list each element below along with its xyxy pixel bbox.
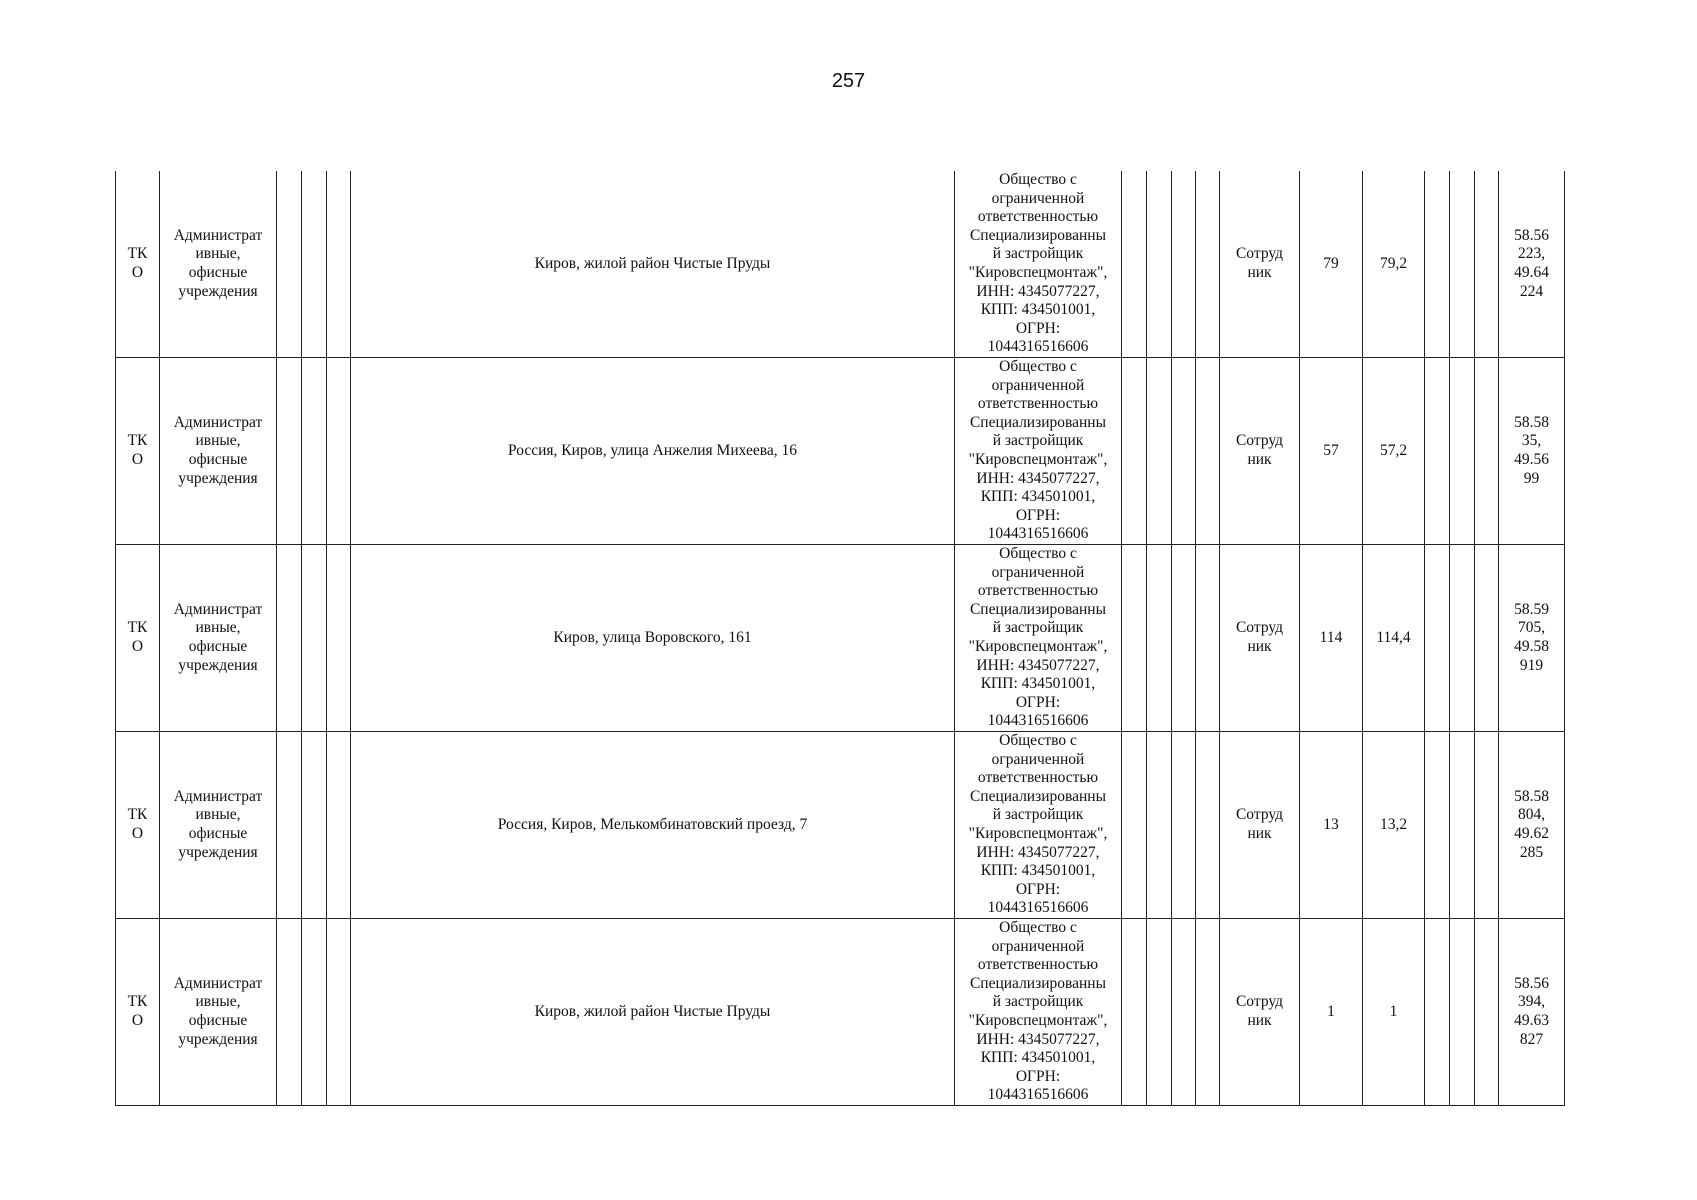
waste-type-line: ТК bbox=[127, 619, 148, 637]
coordinates-line: 827 bbox=[1519, 1030, 1544, 1048]
empty-cell bbox=[1196, 919, 1220, 1106]
coordinates-cell bbox=[1499, 732, 1565, 919]
owner-line: 1044316516606 bbox=[987, 338, 1089, 356]
empty-cell bbox=[1196, 358, 1220, 545]
coordinates-cell bbox=[1499, 919, 1565, 1106]
category-line: Администрат bbox=[173, 226, 263, 244]
owner-line: й застройщик bbox=[992, 619, 1084, 637]
empty-cell bbox=[1475, 919, 1499, 1106]
owner-line: Специализированны bbox=[969, 226, 1107, 244]
owner-line: Специализированны bbox=[969, 787, 1107, 805]
empty-cell bbox=[1475, 358, 1499, 545]
empty-cell bbox=[1147, 171, 1172, 358]
empty-cell bbox=[302, 171, 327, 358]
category-line: Администрат bbox=[173, 974, 263, 992]
owner-line: Специализированны bbox=[969, 600, 1107, 618]
empty-cell bbox=[1147, 545, 1172, 732]
coordinates-line: 224 bbox=[1519, 282, 1544, 300]
waste-type-line: О bbox=[131, 1012, 144, 1029]
waste-type-line: О bbox=[131, 451, 144, 468]
empty-cell bbox=[302, 358, 327, 545]
owner-line: ограниченной bbox=[991, 563, 1085, 581]
waste-type-cell bbox=[116, 171, 160, 358]
empty-cell bbox=[327, 171, 351, 358]
count-cell: 1 bbox=[1300, 919, 1363, 1106]
coordinates-line: 35, bbox=[1521, 432, 1542, 450]
unit-cell bbox=[1220, 732, 1300, 919]
coordinates-line: 58.56 bbox=[1514, 974, 1549, 992]
empty-cell bbox=[1172, 171, 1196, 358]
waste-type-cell bbox=[116, 358, 160, 545]
owner-line: "Кировспецмонтаж", bbox=[968, 825, 1108, 842]
empty-cell bbox=[327, 919, 351, 1106]
owner-line: ОГРН: bbox=[1015, 880, 1061, 898]
empty-cell bbox=[277, 358, 302, 545]
owner-line: ответственностью bbox=[977, 582, 1099, 600]
waste-type-cell bbox=[116, 732, 160, 919]
empty-cell bbox=[1122, 732, 1147, 919]
waste-type-line: ТК bbox=[127, 806, 148, 824]
empty-cell bbox=[1425, 545, 1450, 732]
unit-cell bbox=[1220, 919, 1300, 1106]
unit-line: ник bbox=[1247, 638, 1272, 655]
coordinates-line: 49.58 bbox=[1514, 638, 1549, 655]
coordinates-line: 49.62 bbox=[1514, 825, 1549, 842]
category-line: учреждения bbox=[178, 1030, 258, 1048]
page-number: 257 bbox=[831, 70, 866, 92]
coordinates-line: 49.64 bbox=[1514, 264, 1549, 281]
owner-line: ответственностью bbox=[977, 956, 1099, 974]
volume-cell: 1 bbox=[1363, 919, 1425, 1106]
coordinates-cell bbox=[1499, 171, 1565, 358]
empty-cell bbox=[1122, 545, 1147, 732]
waste-type-line: О bbox=[131, 825, 144, 842]
unit-cell bbox=[1220, 171, 1300, 358]
volume-cell: 79,2 bbox=[1363, 171, 1425, 358]
waste-type-line: О bbox=[131, 638, 144, 655]
volume-cell: 57,2 bbox=[1363, 358, 1425, 545]
waste-type-line: О bbox=[131, 264, 144, 281]
owner-line: ОГРН: bbox=[1015, 693, 1061, 711]
category-cell bbox=[160, 545, 277, 732]
unit-line: ник bbox=[1247, 825, 1272, 842]
coordinates-line: 804, bbox=[1517, 806, 1546, 824]
empty-cell bbox=[1172, 358, 1196, 545]
owner-line: й застройщик bbox=[992, 432, 1084, 450]
category-line: офисные bbox=[188, 825, 248, 842]
owner-line: КПП: 434501001, bbox=[980, 675, 1096, 693]
empty-cell bbox=[277, 732, 302, 919]
owner-cell bbox=[955, 171, 1122, 358]
category-line: офисные bbox=[188, 638, 248, 655]
owner-line: Специализированны bbox=[969, 413, 1107, 431]
owner-cell bbox=[955, 919, 1122, 1106]
category-line: учреждения bbox=[178, 282, 258, 300]
count-cell: 13 bbox=[1300, 732, 1363, 919]
category-line: ивные, bbox=[195, 432, 241, 450]
owner-line: "Кировспецмонтаж", bbox=[968, 1012, 1108, 1029]
empty-cell bbox=[327, 358, 351, 545]
empty-cell bbox=[1450, 545, 1475, 732]
empty-cell bbox=[277, 171, 302, 358]
waste-type-line: ТК bbox=[127, 993, 148, 1011]
owner-line: ОГРН: bbox=[1015, 506, 1061, 524]
empty-cell bbox=[1147, 732, 1172, 919]
table-row bbox=[116, 358, 1565, 545]
address-cell: Киров, жилой район Чистые Пруды bbox=[351, 171, 955, 358]
waste-type-line: ТК bbox=[127, 432, 148, 450]
category-cell bbox=[160, 171, 277, 358]
empty-cell bbox=[1425, 732, 1450, 919]
owner-line: "Кировспецмонтаж", bbox=[968, 638, 1108, 655]
owner-cell bbox=[955, 732, 1122, 919]
empty-cell bbox=[302, 732, 327, 919]
category-line: ивные, bbox=[195, 619, 241, 637]
category-cell bbox=[160, 732, 277, 919]
address-cell: Киров, улица Воровского, 161 bbox=[351, 545, 955, 732]
owner-line: КПП: 434501001, bbox=[980, 301, 1096, 319]
table-row bbox=[116, 545, 1565, 732]
empty-cell bbox=[277, 545, 302, 732]
coordinates-line: 49.63 bbox=[1514, 1012, 1549, 1029]
empty-cell bbox=[1475, 732, 1499, 919]
owner-line: ограниченной bbox=[991, 189, 1085, 207]
coordinates-line: 394, bbox=[1517, 993, 1546, 1011]
owner-line: ответственностью bbox=[977, 208, 1099, 226]
coordinates-line: 285 bbox=[1519, 843, 1544, 861]
owner-line: ОГРН: bbox=[1015, 319, 1061, 337]
unit-line: ник bbox=[1247, 451, 1272, 468]
owner-line: й застройщик bbox=[992, 806, 1084, 824]
coordinates-line: 99 bbox=[1523, 469, 1540, 487]
empty-cell bbox=[1450, 919, 1475, 1106]
owner-line: ограниченной bbox=[991, 937, 1085, 955]
address-cell: Россия, Киров, Мелькомбинатовский проезд, 7 bbox=[351, 732, 955, 919]
volume-cell: 13,2 bbox=[1363, 732, 1425, 919]
waste-type-cell bbox=[116, 545, 160, 732]
empty-cell bbox=[1147, 919, 1172, 1106]
owner-line: ограниченной bbox=[991, 376, 1085, 394]
unit-cell bbox=[1220, 358, 1300, 545]
empty-cell bbox=[1450, 732, 1475, 919]
coordinates-line: 58.56 bbox=[1514, 226, 1549, 244]
empty-cell bbox=[1196, 545, 1220, 732]
unit-cell bbox=[1220, 545, 1300, 732]
category-line: учреждения bbox=[178, 656, 258, 674]
empty-cell bbox=[302, 545, 327, 732]
owner-line: ИНН: 4345077227, bbox=[976, 656, 1100, 674]
waste-type-line: ТК bbox=[127, 245, 148, 263]
category-line: Администрат bbox=[173, 787, 263, 805]
owner-line: Общество с bbox=[999, 545, 1077, 563]
empty-cell bbox=[1122, 919, 1147, 1106]
owner-line: Общество с bbox=[999, 171, 1077, 189]
owner-line: "Кировспецмонтаж", bbox=[968, 264, 1108, 281]
owner-line: ИНН: 4345077227, bbox=[976, 843, 1100, 861]
empty-cell bbox=[1425, 171, 1450, 358]
empty-cell bbox=[327, 545, 351, 732]
coordinates-line: 705, bbox=[1517, 619, 1546, 637]
owner-line: Общество с bbox=[999, 732, 1077, 750]
coordinates-line: 58.58 bbox=[1514, 413, 1549, 431]
owner-cell bbox=[955, 545, 1122, 732]
unit-line: ник bbox=[1247, 1012, 1272, 1029]
table-row bbox=[116, 919, 1565, 1106]
count-cell: 57 bbox=[1300, 358, 1363, 545]
count-cell: 79 bbox=[1300, 171, 1363, 358]
empty-cell bbox=[1450, 171, 1475, 358]
empty-cell bbox=[1475, 545, 1499, 732]
unit-line: Сотруд bbox=[1235, 619, 1284, 637]
empty-cell bbox=[1425, 358, 1450, 545]
coordinates-cell bbox=[1499, 545, 1565, 732]
unit-line: ник bbox=[1247, 264, 1272, 281]
waste-type-cell bbox=[116, 919, 160, 1106]
coordinates-line: 58.59 bbox=[1514, 600, 1549, 618]
owner-line: 1044316516606 bbox=[987, 1086, 1089, 1104]
empty-cell bbox=[1122, 358, 1147, 545]
unit-line: Сотруд bbox=[1235, 806, 1284, 824]
coordinates-line: 223, bbox=[1517, 245, 1546, 263]
owner-line: КПП: 434501001, bbox=[980, 488, 1096, 506]
coordinates-cell bbox=[1499, 358, 1565, 545]
category-line: Администрат bbox=[173, 413, 263, 431]
empty-cell bbox=[1450, 358, 1475, 545]
category-line: учреждения bbox=[178, 843, 258, 861]
category-line: офисные bbox=[188, 264, 248, 281]
owner-line: й застройщик bbox=[992, 245, 1084, 263]
registry-body bbox=[116, 171, 1565, 1106]
registry-table bbox=[115, 171, 1565, 1106]
owner-line: "Кировспецмонтаж", bbox=[968, 451, 1108, 468]
table-row bbox=[116, 171, 1565, 358]
owner-line: ИНН: 4345077227, bbox=[976, 282, 1100, 300]
empty-cell bbox=[1172, 545, 1196, 732]
owner-line: ответственностью bbox=[977, 395, 1099, 413]
empty-cell bbox=[1147, 358, 1172, 545]
owner-line: Специализированны bbox=[969, 974, 1107, 992]
category-line: офисные bbox=[188, 451, 248, 468]
category-line: ивные, bbox=[195, 993, 241, 1011]
owner-line: 1044316516606 bbox=[987, 899, 1089, 917]
empty-cell bbox=[327, 732, 351, 919]
empty-cell bbox=[302, 919, 327, 1106]
owner-line: ограниченной bbox=[991, 750, 1085, 768]
empty-cell bbox=[1196, 171, 1220, 358]
coordinates-line: 58.58 bbox=[1514, 787, 1549, 805]
empty-cell bbox=[1172, 919, 1196, 1106]
category-line: офисные bbox=[188, 1012, 248, 1029]
owner-line: ОГРН: bbox=[1015, 1067, 1061, 1085]
count-cell: 114 bbox=[1300, 545, 1363, 732]
address-cell: Россия, Киров, улица Анжелия Михеева, 16 bbox=[351, 358, 955, 545]
category-line: Администрат bbox=[173, 600, 263, 618]
category-line: учреждения bbox=[178, 469, 258, 487]
empty-cell bbox=[1475, 171, 1499, 358]
owner-line: ответственностью bbox=[977, 769, 1099, 787]
address-cell: Киров, жилой район Чистые Пруды bbox=[351, 919, 955, 1106]
owner-line: ИНН: 4345077227, bbox=[976, 1030, 1100, 1048]
category-cell bbox=[160, 358, 277, 545]
category-line: ивные, bbox=[195, 806, 241, 824]
owner-line: ИНН: 4345077227, bbox=[976, 469, 1100, 487]
unit-line: Сотруд bbox=[1235, 245, 1284, 263]
owner-line: 1044316516606 bbox=[987, 712, 1089, 730]
coordinates-line: 919 bbox=[1519, 656, 1544, 674]
owner-line: КПП: 434501001, bbox=[980, 862, 1096, 880]
owner-line: 1044316516606 bbox=[987, 525, 1089, 543]
empty-cell bbox=[1425, 919, 1450, 1106]
owner-line: КПП: 434501001, bbox=[980, 1049, 1096, 1067]
empty-cell bbox=[277, 919, 302, 1106]
volume-cell: 114,4 bbox=[1363, 545, 1425, 732]
empty-cell bbox=[1172, 732, 1196, 919]
category-line: ивные, bbox=[195, 245, 241, 263]
owner-line: й застройщик bbox=[992, 993, 1084, 1011]
table-row bbox=[116, 732, 1565, 919]
owner-cell bbox=[955, 358, 1122, 545]
category-cell bbox=[160, 919, 277, 1106]
empty-cell bbox=[1196, 732, 1220, 919]
coordinates-line: 49.56 bbox=[1514, 451, 1549, 468]
unit-line: Сотруд bbox=[1235, 993, 1284, 1011]
owner-line: Общество с bbox=[999, 358, 1077, 376]
empty-cell bbox=[1122, 171, 1147, 358]
unit-line: Сотруд bbox=[1235, 432, 1284, 450]
owner-line: Общество с bbox=[999, 919, 1077, 937]
